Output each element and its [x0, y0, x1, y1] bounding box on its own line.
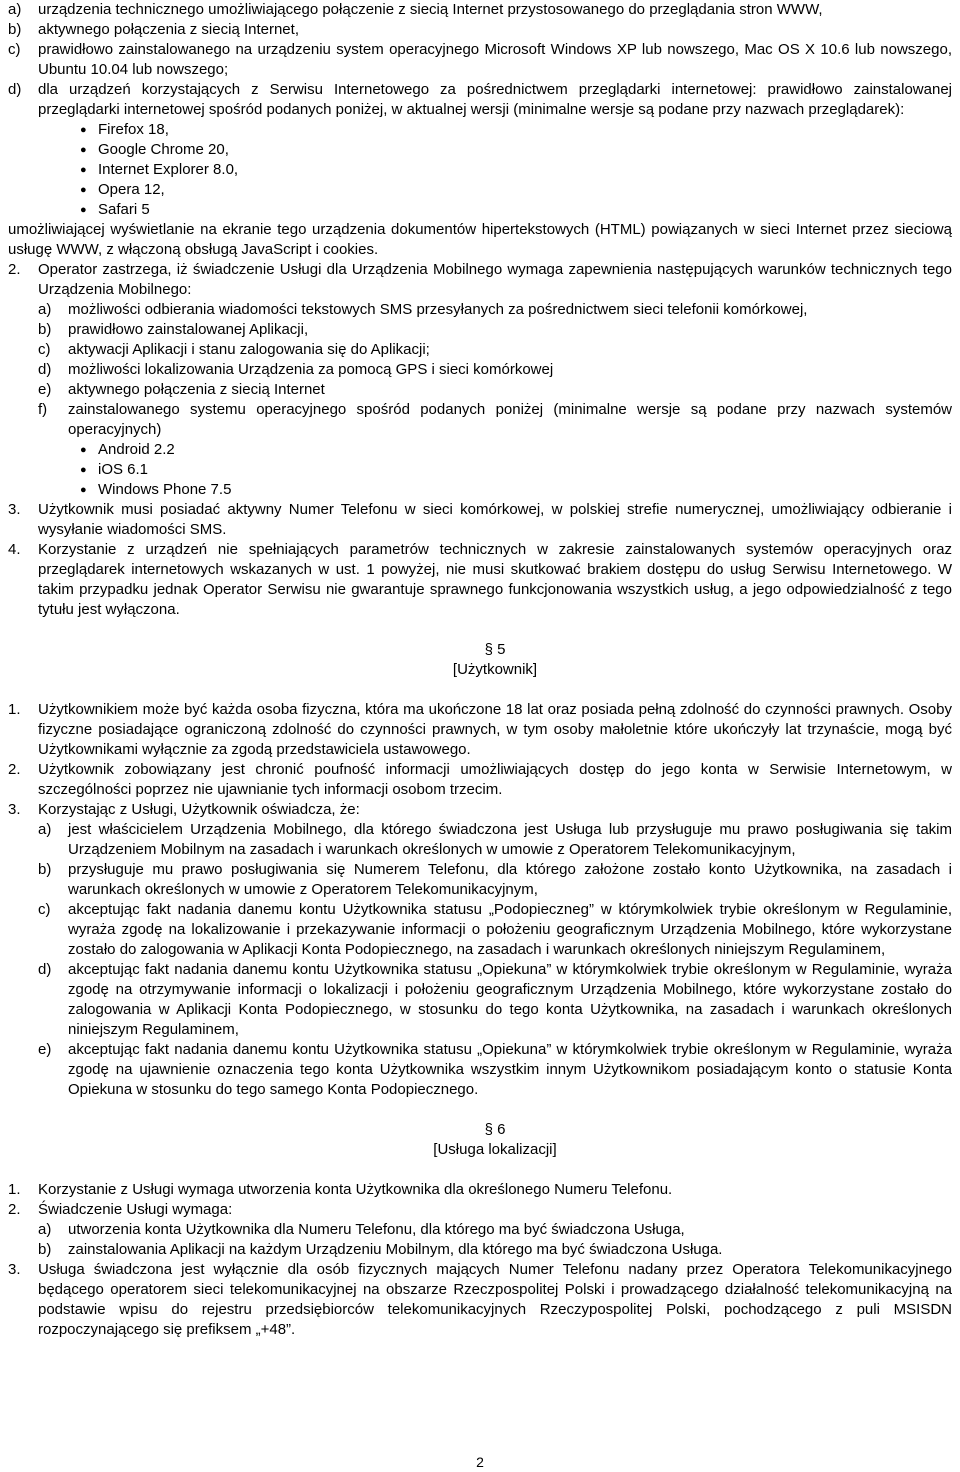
bullet-item: ● Opera 12,: [80, 181, 165, 198]
bullet-icon: ●: [80, 484, 87, 496]
bullet-item: ● Windows Phone 7.5: [80, 481, 232, 498]
list-item: b) zainstalowania Aplikacji na każdym Urządzeniu Mobilnym, dla którego ma być świadczona Usługa.: [38, 1241, 723, 1258]
list-item: c) prawidłowo zainstalowanego na urządzeniu system operacyjnego Microsoft Windows XP lub nowszego, Mac OS X 10.6 lub nowszego, Ubuntu 10.04 lub nowszego;: [8, 41, 952, 78]
section-title: [Użytkownik]: [452, 661, 538, 678]
numbered-paragraph: 3. Usługa świadczona jest wyłącznie dla osób fizycznych mających Numer Telefonu nadany przez Operatora Telekomunikacyjnego będącego operatorem sieci telekomunikacyjnej na obszarze Rzeczpospolitej Polski i prowadzącego działalność telekomunikacyjną na podstawie wpisu do rejestru przedsiębiorców telekomunikacyjnych Rzeczypospolitej Polski, pochodzącego z puli MSISDN rozpoczynającego się prefiksem „+48”.: [8, 1261, 952, 1338]
numbered-paragraph: 3. Użytkownik musi posiadać aktywny Numer Telefonu w sieci komórkowej, w polskiej strefie numerycznej, umożliwiający odbieranie i wysyłanie wiadomości SMS.: [8, 501, 952, 538]
list-item: d) możliwości lokalizowania Urządzenia za pomocą GPS i sieci komórkowej: [38, 361, 554, 378]
numbered-paragraph: 3. Korzystając z Usługi, Użytkownik oświadcza, że:: [8, 801, 360, 818]
numbered-paragraph: 2. Użytkownik zobowiązany jest chronić poufność informacji umożliwiających dostęp do jego konta w Serwisie Internetowym, w szczególności poprzez nie ujawnianie tych informacji osobom trzecim.: [8, 761, 952, 798]
section-number: § 5: [484, 641, 506, 658]
bullet-item: ● Safari 5: [80, 201, 150, 218]
paragraph: umożliwiającej wyświetlanie na ekranie tego urządzenia dokumentów hipertekstowych (HTML) powiązanych w sieci Internet przez sieciową usługę WWW, z włączoną obsługą JavaScript i cookies.: [8, 221, 952, 258]
numbered-paragraph: 1. Użytkownikiem może być każda osoba fizyczna, która ma ukończone 18 lat oraz posiada pełną zdolność do czynności prawnych. Osoby fizyczne posiadające ograniczoną zdolność do czynności prawnych, w tym osoby małoletnie które ukończyły lat trzynaście, mogą być Użytkownikami wyłącznie za zgodą przedstawiciela ustawowego.: [8, 701, 952, 758]
bullet-item: ● Google Chrome 20,: [80, 141, 229, 158]
bullet-item: ● Android 2.2: [80, 441, 175, 458]
list-item: b) prawidłowo zainstalowanej Aplikacji,: [38, 321, 309, 338]
numbered-paragraph: 1. Korzystanie z Usługi wymaga utworzenia konta Użytkownika dla określonego Numeru Telefonu.: [8, 1181, 673, 1198]
bullet-icon: ●: [80, 144, 87, 156]
bullet-item: ● Firefox 18,: [80, 121, 169, 138]
list-item: f) zainstalowanego systemu operacyjnego spośród podanych poniżej (minimalne wersje są podane przy nazwach systemów operacyjnych): [38, 401, 952, 438]
bullet-item: ● Internet Explorer 8.0,: [80, 161, 239, 178]
bullet-icon: ●: [80, 204, 87, 216]
section-number: § 6: [484, 1121, 506, 1138]
section-title: [Usługa lokalizacji]: [433, 1141, 557, 1158]
list-item: d) akceptując fakt nadania danemu kontu Użytkownika statusu „Opiekuna” w którymkolwiek trybie określonym w Regulaminie, wyraża zgodę na otrzymywanie informacji o lokalizacji i położeniu geograficznym Urządzenia Mobilnego, które wykorzystane zostało do zalogowania w Aplikacji Konta Podopiecznego, w stosunku do tego konta Użytkownika, na zasadach i warunkach określonych niniejszym Regulaminem,: [38, 961, 952, 1038]
bullet-item: ● iOS 6.1: [80, 461, 149, 478]
bullet-icon: ●: [80, 464, 87, 476]
list-item: c) aktywacji Aplikacji i stanu zalogowania się do Aplikacji;: [38, 341, 430, 358]
page-number: 2: [476, 1454, 484, 1470]
list-item: e) aktywnego połączenia z siecią Internet: [38, 381, 325, 398]
numbered-paragraph: 4. Korzystanie z urządzeń nie spełniających parametrów technicznych w zakresie zainstalowanych systemów operacyjnych oraz przeglądarek internetowych wskazanych w ust. 1 powyżej, nie musi skutkować brakiem dostępu do usług Serwisu Internetowego. W takim przypadku jednak Operator Serwisu nie gwarantuje sprawnego funkcjonowania wszystkich usług, a jego odpowiedzialność z tego tytułu jest wyłączona.: [8, 541, 952, 618]
numbered-paragraph: 2. Operator zastrzega, iż świadczenie Usługi dla Urządzenia Mobilnego wymaga zapewnienia następujących warunków technicznych tego Urządzenia Mobilnego:: [8, 261, 952, 298]
list-item: c) akceptując fakt nadania danemu kontu Użytkownika statusu „Podopieczneg” w którymkolwiek trybie określonym w Regulaminie, wyraża zgodę na lokalizowanie i przekazywanie informacji o położeniu geograficznym Urządzenia Mobilnego, które wykorzystane zostało do zalogowania w Aplikacji Konta Podopiecznego, na zasadach i warunkach określonych niniejszym Regulaminem,: [38, 901, 952, 958]
list-item: a) urządzenia technicznego umożliwiającego połączenie z siecią Internet przystosowanego do przeglądania stron WWW,: [8, 1, 823, 18]
list-item: d) dla urządzeń korzystających z Serwisu Internetowego za pośrednictwem przeglądarki internetowej: prawidłowo zainstalowanej przeglądarki internetowej spośród podanych poniżej, w aktualnej wersji (minimalne wersje są podane przy nazwach przeglądarek):: [8, 81, 952, 118]
list-item: a) utworzenia konta Użytkownika dla Numeru Telefonu, dla którego ma być świadczona Usługa,: [38, 1221, 685, 1238]
list-item: b) przysługuje mu prawo posługiwania się Numerem Telefonu, dla którego założone zostało konto Użytkownika, na zasadach i warunkach określonych w umowie z Operatorem Telekomunikacyjnym,: [38, 861, 952, 898]
list-item: b) aktywnego połączenia z siecią Internet,: [8, 21, 299, 38]
document-page: [8, 0, 952, 1340]
list-item: e) akceptując fakt nadania danemu kontu Użytkownika statusu „Opiekuna” w którymkolwiek trybie określonym w Regulaminie, wyraża zgodę na ujawnienie oznaczenia tego konta Użytkownika wszystkim innym Użytkownikom posiadającym konto o statusie Konta Opiekuna w stosunku do tego samego Konta Podopiecznego.: [38, 1041, 952, 1098]
list-item: a) jest właścicielem Urządzenia Mobilnego, dla którego świadczona jest Usługa lub przysługuje mu prawo posługiwania się takim Urządzeniem Mobilnym na zasadach i warunkach określonych w umowie z Operatorem Telekomunikacyjnym,: [38, 821, 952, 858]
bullet-icon: ●: [80, 164, 87, 176]
numbered-paragraph: 2. Świadczenie Usługi wymaga:: [8, 1201, 233, 1218]
bullet-icon: ●: [80, 124, 87, 136]
bullet-icon: ●: [80, 184, 87, 196]
list-item: a) możliwości odbierania wiadomości tekstowych SMS przesyłanych za pośrednictwem sieci telefonii komórkowej,: [38, 301, 808, 318]
bullet-icon: ●: [80, 444, 87, 456]
